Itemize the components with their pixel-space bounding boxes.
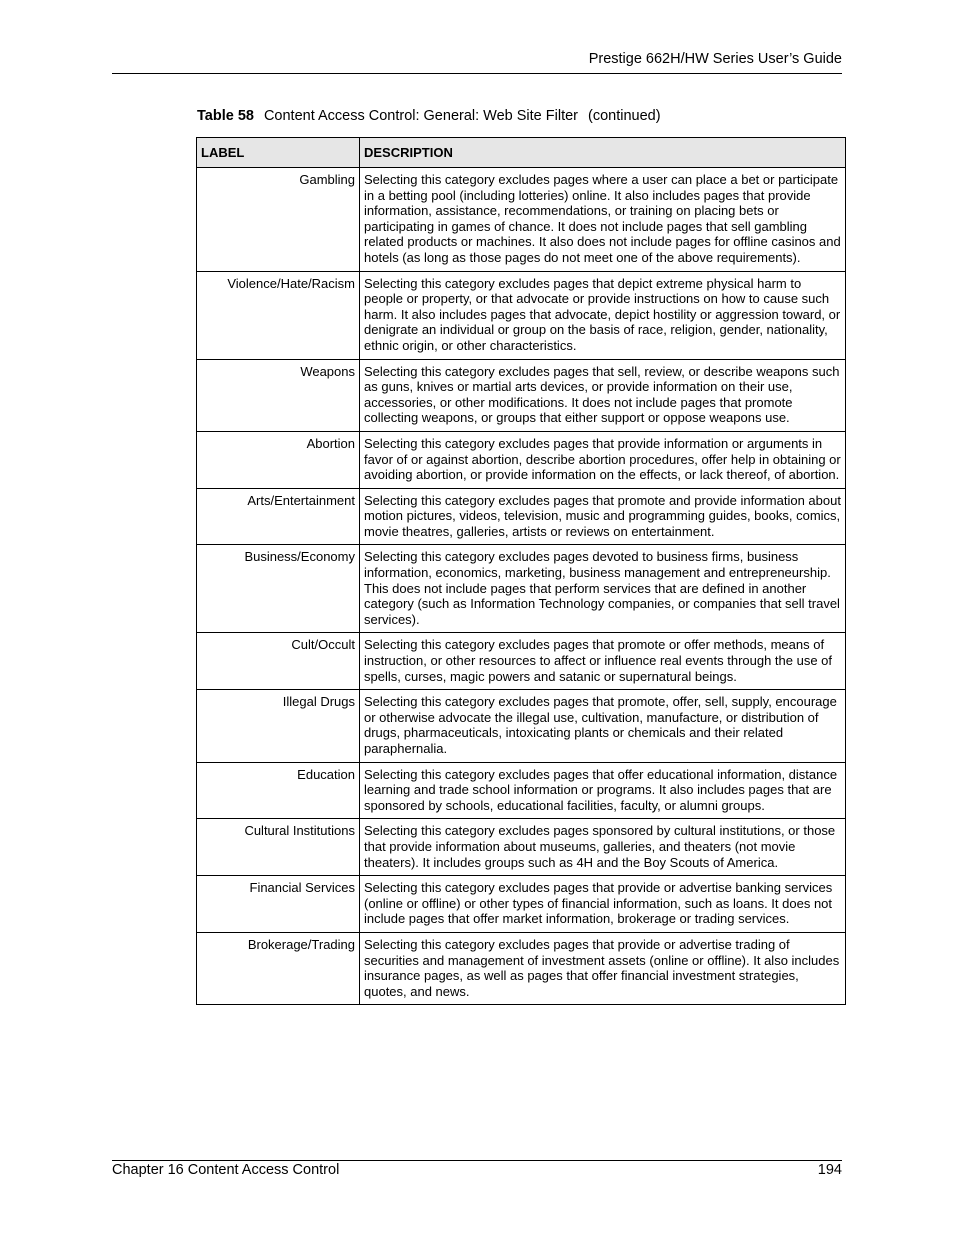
row-label: Business/Economy	[197, 545, 360, 633]
row-label: Violence/Hate/Racism	[197, 271, 360, 359]
row-label: Education	[197, 762, 360, 819]
table-row	[197, 488, 846, 545]
row-label: Illegal Drugs	[197, 690, 360, 762]
header-rule	[112, 73, 842, 74]
row-description: Selecting this category excludes pages that sell, review, or describe weapons such as guns, knives or martial arts devices, or provide information on their use, accessories, or other modifications. It does not include pages that promote collecting weapons, or groups that either support or oppose weapons use.	[360, 359, 846, 431]
row-label: Financial Services	[197, 876, 360, 933]
footer-rule	[112, 1160, 842, 1161]
row-description: Selecting this category excludes pages sponsored by cultural institutions, or those that provide information about museums, galleries, and theaters (not movie theaters). It includes groups such as 4H and the Boy Scouts of America.	[360, 819, 846, 876]
row-description: Selecting this category excludes pages where a user can place a bet or participate in a betting pool (including lotteries) online. It also includes pages that provide information, assistance, recommendations, or training on placing bets or participating in games of chance. It does not include pages that sell gambling related products or machines. It also does not include pages for offline casinos and hotels (as long as those pages do not meet one of the above requirements).	[360, 168, 846, 272]
table-row	[197, 633, 846, 690]
table-row	[197, 545, 846, 633]
web-site-filter-table	[196, 137, 846, 1005]
table-row	[197, 762, 846, 819]
table-continued: (continued)	[588, 108, 661, 124]
column-header-label: LABEL	[197, 138, 360, 168]
row-label: Cultural Institutions	[197, 819, 360, 876]
table-header-row	[197, 138, 846, 168]
table-row	[197, 168, 846, 272]
row-description: Selecting this category excludes pages that promote, offer, sell, supply, encourage or otherwise advocate the illegal use, cultivation, manufacture, or distribution of drugs, pharmaceuticals, intoxicating plants or chemicals and their related paraphernalia.	[360, 690, 846, 762]
row-label: Weapons	[197, 359, 360, 431]
row-label: Abortion	[197, 431, 360, 488]
row-description: Selecting this category excludes pages that offer educational information, distance learning and trade school information or programs. It also includes pages that are sponsored by schools, educational facilities, faculty, or alumni groups.	[360, 762, 846, 819]
table-number: Table 58	[197, 108, 254, 124]
table-title: Content Access Control: General: Web Site Filter	[263, 108, 578, 124]
footer-chapter: Chapter 16 Content Access Control	[112, 1162, 340, 1178]
row-description: Selecting this category excludes pages that promote or offer methods, means of instruction, or other resources to affect or influence real events through the use of spells, curses, magic powers and satanic or supernatural beings.	[360, 633, 846, 690]
table-row	[197, 690, 846, 762]
row-label: Arts/Entertainment	[197, 488, 360, 545]
row-description: Selecting this category excludes pages that depict extreme physical harm to people or property, or that advocate or provide instructions on how to cause such harm. It also includes pages that advocate, depict hostility or aggression toward, or denigrate an individual or group on the basis of race, religion, gender, nationality, ethnic origin, or other characteristics.	[360, 271, 846, 359]
table-row	[197, 876, 846, 933]
row-description: Selecting this category excludes pages devoted to business firms, business information, economics, marketing, business management and entrepreneurship. This does not include pages that perform services that are defined in another category (such as Information Technology companies, or companies that sell travel services).	[360, 545, 846, 633]
table-row	[197, 359, 846, 431]
table-row	[197, 271, 846, 359]
row-description: Selecting this category excludes pages that provide information or arguments in favor of or against abortion, describe abortion procedures, offer help in obtaining or avoiding abortion, or provide information on the effects, or lack thereof, of abortion.	[360, 431, 846, 488]
row-description: Selecting this category excludes pages that promote and provide information about motion pictures, videos, television, music and programming guides, books, comics, movie theatres, galleries, artists or reviews on entertainment.	[360, 488, 846, 545]
page-number: 194	[817, 1162, 842, 1178]
table-row	[197, 819, 846, 876]
row-label: Gambling	[197, 168, 360, 272]
row-description: Selecting this category excludes pages that provide or advertise banking services (online or offline) or other types of financial information, such as loans. It does not include pages that offer market information, brokerage or trading services.	[360, 876, 846, 933]
row-label: Brokerage/Trading	[197, 932, 360, 1004]
row-description: Selecting this category excludes pages that provide or advertise trading of securities and management of investment assets (online or offline). It also includes insurance pages, as well as pages that offer financial investment strategies, quotes, and news.	[360, 932, 846, 1004]
row-label: Cult/Occult	[197, 633, 360, 690]
table-caption	[197, 108, 661, 124]
table-row	[197, 431, 846, 488]
running-header: Prestige 662H/HW Series User’s Guide	[588, 51, 842, 67]
table-row	[197, 932, 846, 1004]
column-header-description: DESCRIPTION	[360, 138, 846, 168]
